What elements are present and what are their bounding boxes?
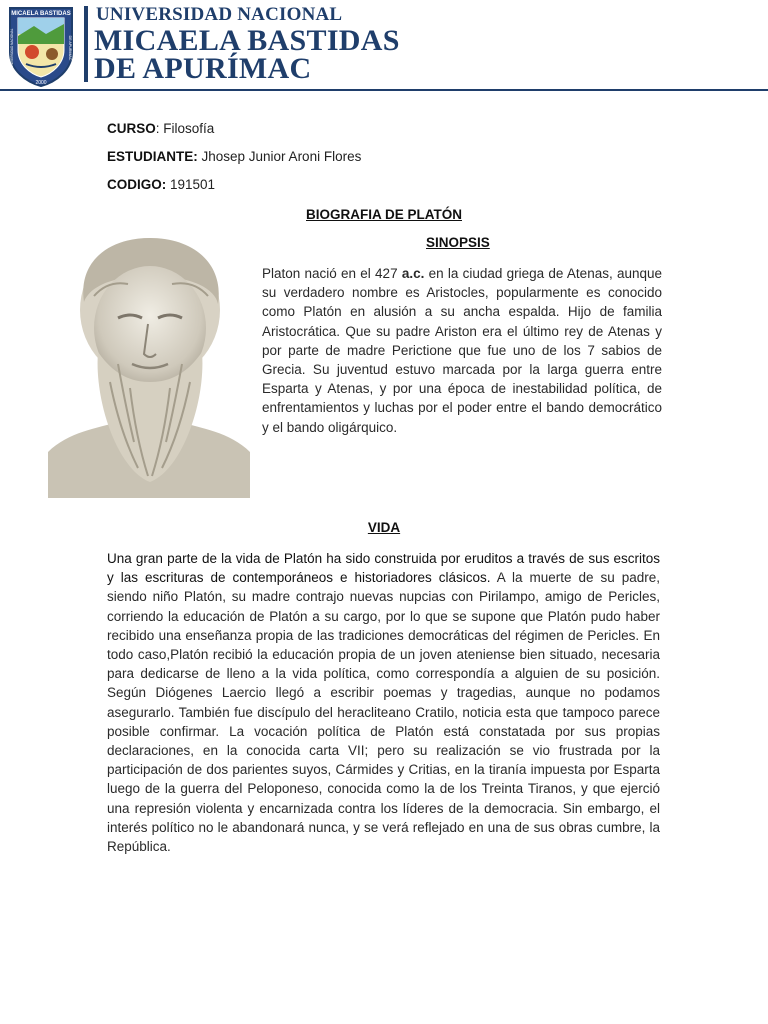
code-line: [107, 177, 215, 192]
vida-paragraph: [107, 549, 660, 856]
sinopsis-text-after: en la ciudad griega de Atenas, aunque su verdadero nombre es Aristocles, popularmente es conocido como Platón en alusión a su ancha espalda. Hijo de familia Aristocrática. Que su padre Ariston era el último rey de Atenas y por parte de madre Perictione que fue uno de los 7 sabios de Grecia. Su juventud estuvo marcada por la larga guerra entre Esparta y Atenas, y por una época de inestabilidad política, de enfrentamientos y luchas por el poder entre el bando democrático y el bando oligárquico.: [262, 266, 663, 435]
university-name-line2: MICAELA BASTIDAS: [94, 24, 400, 57]
course-value: : Filosofía: [155, 121, 215, 136]
university-header: [0, 0, 768, 92]
course-line: [107, 121, 214, 136]
sinopsis-text-before: Platon nació en el 427: [262, 266, 402, 281]
svg-text:DE APURIMAC: DE APURIMAC: [68, 35, 72, 61]
document-title: BIOGRAFIA DE PLATÓN: [306, 207, 462, 222]
svg-text:MICAELA BASTIDAS: MICAELA BASTIDAS: [11, 11, 71, 17]
sinopsis-heading: SINOPSIS: [426, 235, 490, 250]
university-name-line3: DE APURÍMAC: [94, 52, 312, 85]
course-label: CURSO: [107, 121, 156, 136]
header-divider: [84, 6, 88, 82]
svg-text:2000: 2000: [35, 80, 47, 86]
vida-heading: VIDA: [367, 520, 401, 535]
code-label: CODIGO:: [107, 177, 167, 192]
sinopsis-paragraph: [262, 264, 662, 437]
student-label: ESTUDIANTE:: [107, 149, 198, 164]
plato-bust-image: [48, 232, 250, 498]
university-crest-logo: [6, 4, 76, 88]
student-value: Jhosep Junior Aroni Flores: [197, 149, 362, 164]
university-name-line1: UNIVERSIDAD NACIONAL: [96, 4, 343, 25]
header-rule: [0, 89, 768, 91]
student-line: [107, 149, 361, 164]
vida-text-rest: A la muerte de su padre, siendo niño Platón, su madre contrajo nuevas nupcias con Pirilampo, amigo de Pericles, corriendo la educación de Platón a su cargo, por lo que se supone que Platón pudo haber recibido una enseñanza propia de las tradiciones democráticas del régimen de Pericles. En todo caso,Platón recibió la educación propia de un joven ateniense bien situado, necesaria para dedicarse de lleno a la vida política, como correspondía a alguien de su posición. Según Diógenes Laercio llegó a escribir poemas y tragedias, aunque no podamos asegurarlo. También fue discípulo del heracliteano Cratilo, noticia esta que tampoco parece posible confirmar. La vocación política de Platón está constatada por sus propias declaraciones, en la conocida carta VII; pero su realización se vio frustrada por la participación de dos parientes suyos, Cármides y Critias, en la tiranía impuesta por Esparta luego de la guerra del Peloponeso, conocida como la de los Treinta Tiranos, y que ejerció una represión violenta y encarnizada contra los líderes de la democracia. Sin embargo, el interés político no le abandonará nunca, y se verá reflejado en una de sus obras cumbre, la República.: [107, 570, 660, 855]
vida-text-intro: Una gran parte de la vida de Platón ha sido construida por eruditos a través de sus escritos y las escrituras de contemporáneos e historiadores clásicos.: [107, 551, 660, 586]
svg-text:UNIVERSIDAD NACIONAL: UNIVERSIDAD NACIONAL: [10, 28, 14, 68]
sinopsis-text-bold: a.c.: [401, 266, 425, 281]
code-value: 191501: [166, 177, 216, 192]
